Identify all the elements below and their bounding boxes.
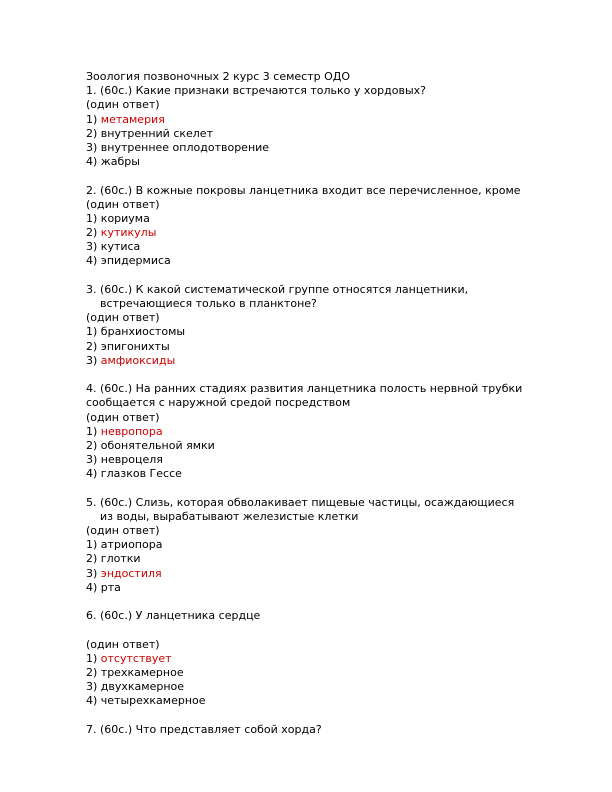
option-number: 4)	[86, 155, 101, 169]
question-6	[86, 609, 586, 708]
option-3	[86, 141, 586, 155]
spacer	[86, 623, 586, 637]
question-1	[86, 84, 586, 169]
option-number: 4)	[86, 254, 101, 268]
option-number: 3)	[86, 680, 101, 694]
spacer	[86, 708, 586, 722]
option-text-correct: кутикулы	[100, 226, 157, 240]
question-7	[86, 723, 586, 737]
option-text-correct: отсутствует	[100, 651, 172, 665]
document-title: Зоология позвоночных 2 курс 3 семестр ОДО	[86, 70, 350, 83]
option-number: 4)	[86, 580, 101, 594]
option-4	[86, 581, 586, 595]
question-header: 5. (60с.) Слизь, которая обволакивает пищевые частицы, осаждающиеся	[86, 495, 515, 509]
option-text: эпидермиса	[100, 254, 171, 268]
option-text: трехкамерное	[100, 665, 184, 679]
option-number: 1)	[86, 211, 101, 225]
option-text-correct: амфиоксиды	[100, 353, 176, 367]
question-header: 4. (60с.) На ранних стадиях развития ланцетника полость нервной трубки	[86, 382, 523, 396]
option-2	[86, 439, 586, 453]
option-1	[86, 212, 586, 226]
option-text: рта	[100, 580, 121, 594]
spacer	[86, 595, 586, 609]
option-1	[86, 113, 586, 127]
question-header: 1. (60с.) Какие признаки встречаются только у хордовых?	[86, 84, 426, 98]
option-text: жабры	[100, 155, 140, 169]
option-text: кориума	[100, 211, 150, 225]
option-3	[86, 240, 586, 254]
answer-type: (один ответ)	[86, 410, 160, 424]
question-header: 2. (60с.) В кожные покровы ланцетника входит все перечисленное, кроме	[86, 183, 521, 197]
option-2	[86, 552, 586, 566]
option-text: глазков Гессе	[100, 467, 182, 481]
question-header: 7. (60с.) Что представляет собой хорда?	[86, 722, 322, 736]
option-2	[86, 226, 586, 240]
spacer	[86, 169, 586, 183]
option-text: двухкамерное	[100, 680, 185, 694]
option-4	[86, 694, 586, 708]
option-number: 1)	[86, 325, 101, 339]
question-header: 6. (60с.) У ланцетника сердце	[86, 609, 261, 623]
option-number: 2)	[86, 339, 101, 353]
option-1	[86, 652, 586, 666]
option-text: невроцеля	[100, 453, 163, 467]
option-text: глотки	[100, 552, 141, 566]
option-3	[86, 453, 586, 467]
option-1	[86, 538, 586, 552]
option-number: 1)	[86, 112, 101, 126]
option-text: обонятельной ямки	[100, 438, 215, 452]
question-header-continued: сообщается с наружной средой посредством	[86, 396, 351, 410]
option-3	[86, 680, 586, 694]
answer-type: (один ответ)	[86, 524, 160, 537]
option-number: 2)	[86, 438, 101, 452]
option-number: 3)	[86, 140, 101, 154]
option-number: 2)	[86, 665, 101, 679]
option-number: 3)	[86, 240, 101, 254]
option-1	[86, 425, 586, 439]
question-header-continued: из воды, вырабатывают железистые клетки	[100, 509, 359, 523]
option-number: 4)	[86, 467, 101, 481]
question-header-continued: встречающиеся только в планктоне?	[100, 297, 317, 310]
question-2	[86, 184, 586, 269]
option-3	[86, 567, 586, 581]
option-text: атриопора	[100, 538, 163, 552]
answer-type: (один ответ)	[86, 637, 160, 651]
option-text: кутиса	[100, 240, 141, 254]
option-4	[86, 467, 586, 481]
answer-type: (один ответ)	[86, 197, 160, 211]
question-4	[86, 382, 586, 481]
question-3	[86, 283, 586, 368]
option-text: внутреннее оплодотворение	[100, 140, 270, 154]
spacer	[86, 269, 586, 283]
document-page	[86, 70, 586, 737]
option-text: внутренний скелет	[100, 126, 213, 140]
question-header: 3. (60с.) К какой систематической группе относятся ланцетники,	[86, 282, 469, 296]
option-number: 1)	[86, 651, 101, 665]
option-number: 3)	[86, 566, 101, 580]
option-text: эпигонихты	[100, 339, 170, 353]
option-2	[86, 666, 586, 680]
option-number: 2)	[86, 226, 101, 240]
answer-type: (один ответ)	[86, 98, 160, 112]
option-number: 4)	[86, 694, 101, 708]
option-number: 2)	[86, 552, 101, 566]
option-text-correct: метамерия	[100, 112, 165, 126]
option-4	[86, 254, 586, 268]
option-text: четырехкамерное	[100, 694, 206, 708]
question-5	[86, 496, 586, 595]
option-number: 3)	[86, 453, 101, 467]
option-text-correct: невропора	[100, 424, 163, 438]
option-4	[86, 155, 586, 169]
option-number: 3)	[86, 353, 101, 367]
spacer	[86, 481, 586, 495]
option-3	[86, 354, 586, 368]
option-text: бранхиостомы	[100, 325, 186, 339]
option-2	[86, 127, 586, 141]
option-number: 1)	[86, 538, 101, 552]
option-2	[86, 340, 586, 354]
option-1	[86, 325, 586, 339]
option-number: 2)	[86, 126, 101, 140]
answer-type: (один ответ)	[86, 311, 160, 325]
spacer	[86, 368, 586, 382]
option-text-correct: эндостиля	[100, 566, 162, 580]
option-number: 1)	[86, 424, 101, 438]
